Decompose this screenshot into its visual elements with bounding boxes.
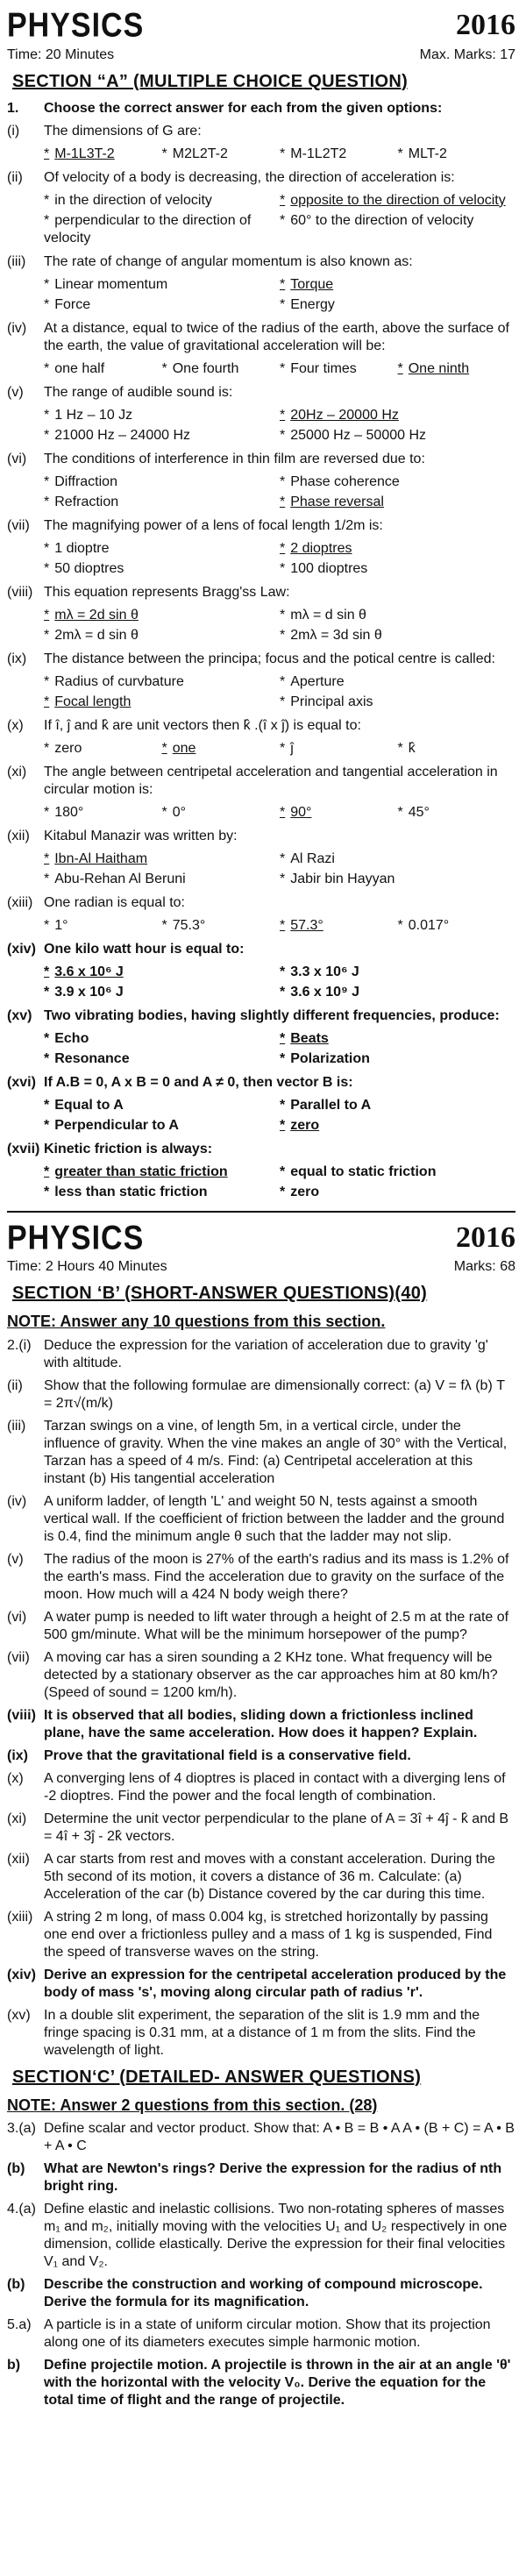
question-number: (vi)	[7, 1609, 27, 1625]
long-question	[7, 2201, 515, 2271]
option: * zero	[280, 1117, 515, 1135]
option-list	[44, 276, 515, 317]
mcq-question	[7, 123, 515, 140]
question-number: (xii)	[7, 828, 30, 843]
option: * Energy	[280, 296, 515, 314]
year-title-2: 2016	[456, 1220, 515, 1254]
option: * 3.9 x 10⁶ J	[44, 984, 280, 1001]
question-text: It is observed that all bodies, sliding down a frictionless inclined plane, have the same acceleration. How does it happen? Explain.	[44, 1707, 478, 1740]
question-number: (viii)	[7, 584, 33, 600]
question-text: Define scalar and vector product. Show that: A • B = B • A A • (B + C) = A • B + A • C	[44, 2121, 515, 2153]
option: * 75.3°	[162, 917, 281, 935]
mcq-question	[7, 941, 515, 958]
short-question	[7, 1649, 515, 1702]
question-text: The dimensions of G are:	[44, 123, 202, 139]
question-number: (xiv)	[7, 1967, 36, 1982]
option-list	[44, 1030, 515, 1071]
question-text: The conditions of interference in thin film are reversed due to:	[44, 451, 425, 466]
option: * 0°	[162, 804, 281, 822]
question-text: A water pump is needed to lift water through a height of 2.5 m at the rate of 500 gm/minute. What will be the minimum horsepower of the pump?	[44, 1609, 509, 1642]
option: * 100 dioptres	[280, 560, 515, 578]
question-text: A moving car has a siren sounding a 2 KHz tone. What frequency will be detected by a stationary observer as the car approaches him at 80 km/h? (Speed of sound = 1200 km/h).	[44, 1649, 498, 1700]
question-number: (vi)	[7, 451, 27, 466]
short-question	[7, 1493, 515, 1546]
option: * 45°	[398, 804, 516, 822]
mcq-list	[7, 123, 515, 1204]
option: * Equal to A	[44, 1097, 280, 1114]
question-text: A uniform ladder, of length 'L' and weight 50 N, tests against a smooth vertical wall. If the coefficient of friction between the ladder and the ground is 0.4, find the minimum angle θ such that the ladder may not slip.	[44, 1493, 505, 1544]
short-question-list	[7, 1337, 515, 2060]
question-text: What are Newton's rings? Derive the expression for the radius of nth bright ring.	[44, 2161, 502, 2194]
mcq-question	[7, 1141, 515, 1158]
short-question	[7, 1747, 515, 1765]
mcq-question	[7, 517, 515, 535]
question-text: If A.B = 0, A x B = 0 and A ≠ 0, then vector B is:	[44, 1074, 353, 1090]
option: * 3.6 x 10⁹ J	[280, 984, 515, 1001]
question-text: Derive an expression for the centripetal acceleration produced by the body of mass 's', moving along circular path of radius 'r'.	[44, 1967, 507, 2000]
option: * 21000 Hz – 24000 Hz	[44, 427, 280, 445]
mcq-question	[7, 584, 515, 601]
option: * Aperture	[280, 673, 515, 691]
time-label: Time: 20 Minutes	[7, 46, 115, 62]
question-number: (vii)	[7, 517, 30, 533]
option: * mλ = 2d sin θ	[44, 607, 280, 624]
question-text: If î, ĵ and k̂ are unit vectors then k̂ .(î x ĵ) is equal to:	[44, 717, 361, 733]
question-number: (ix)	[7, 1747, 28, 1763]
time-label-2: Time: 2 Hours 40 Minutes	[7, 1259, 167, 1274]
mcq-question	[7, 764, 515, 799]
option-list	[44, 473, 515, 514]
option: * 1 dioptre	[44, 540, 280, 558]
short-question	[7, 1377, 515, 1413]
section-b-note: NOTE: Answer any 10 questions from this section.	[7, 1313, 386, 1330]
short-question	[7, 1811, 515, 1846]
question-text: The distance between the principa; focus and the potical centre is called:	[44, 651, 495, 666]
option: * Resonance	[44, 1050, 280, 1068]
question-number: (xii)	[7, 1851, 30, 1867]
question-number: (xiii)	[7, 1909, 33, 1925]
short-question	[7, 1609, 515, 1644]
mcq-question	[7, 384, 515, 402]
question-text: A particle is in a state of uniform circular motion. Show that its projection along one of its diameters executes simple harmonic motion.	[44, 2317, 491, 2350]
option: * k̂	[398, 740, 516, 758]
mcq-header	[7, 7, 515, 45]
long-question	[7, 2276, 515, 2311]
option-list	[44, 740, 515, 760]
option: * Parallel to A	[280, 1097, 515, 1114]
question-text: A car starts from rest and moves with a constant acceleration. During the 5th second of its motion, it covers a distance of 36 m. Calculate: (a) Acceleration of the car (b) Distance covered by the car during this time.	[44, 1851, 495, 1902]
subject-title-2: PHYSICS	[7, 1218, 145, 1257]
mcq-question	[7, 651, 515, 668]
option-list	[44, 1097, 515, 1137]
option: * 2mλ = d sin θ	[44, 627, 280, 644]
question-number: (ix)	[7, 651, 27, 666]
question-number: (xv)	[7, 2007, 31, 2023]
mcq-question	[7, 1007, 515, 1025]
question-text: The range of audible sound is:	[44, 384, 233, 400]
option: * Echo	[44, 1030, 280, 1048]
question-number: (ii)	[7, 1377, 23, 1393]
option: * One fourth	[162, 360, 281, 378]
mcq-question	[7, 828, 515, 845]
short-question	[7, 1770, 515, 1805]
option-list	[44, 192, 515, 250]
mcq-question	[7, 451, 515, 468]
option: * 1°	[44, 917, 162, 935]
short-question	[7, 1909, 515, 1961]
question-number: b)	[7, 2358, 21, 2373]
option: * 2 dioptres	[280, 540, 515, 558]
option: * opposite to the direction of velocity	[280, 192, 515, 210]
option-list	[44, 804, 515, 824]
question-number: (iii)	[7, 253, 26, 269]
short-question	[7, 1967, 515, 2002]
option: * 3.6 x 10⁶ J	[44, 964, 280, 981]
question-text: This equation represents Bragg'ss Law:	[44, 584, 290, 600]
option: * M-1L3T-2	[44, 146, 162, 163]
question-number: (v)	[7, 384, 24, 400]
question-text: Two vibrating bodies, having slightly different frequencies, produce:	[44, 1007, 500, 1023]
question-number: (xvii)	[7, 1141, 40, 1156]
question-text: Tarzan swings on a vine, of length 5m, in a vertical circle, under the influence of gravity. When the vine makes an angle of 30° with the Vertical, Tarzan has a speed of 4 m/s. Find: (a) Centripetal acceleration at this instant (b) His tangential acceleration	[44, 1418, 508, 1486]
subject-title: PHYSICS	[7, 6, 145, 45]
option: * equal to static friction	[280, 1163, 515, 1181]
option: * Radius of curvbature	[44, 673, 280, 691]
question-number: (b)	[7, 2277, 25, 2292]
option: * M2L2T-2	[162, 146, 281, 163]
question-text: The magnifying power of a lens of focal length 1/2m is:	[44, 517, 383, 533]
question-number: (b)	[7, 2161, 25, 2176]
question-text: One radian is equal to:	[44, 894, 185, 910]
question-number: (iv)	[7, 320, 27, 336]
option: * 90°	[280, 804, 398, 822]
option: * zero	[280, 1184, 515, 1201]
short-question	[7, 1851, 515, 1904]
question-number: (i)	[7, 123, 20, 139]
question-number: (vii)	[7, 1649, 30, 1665]
question-text: A converging lens of 4 dioptres is placed in contact with a diverging lens of -2 dioptres. Find the power and the focal length of combination.	[44, 1770, 506, 1804]
option: * One ninth	[398, 360, 516, 378]
question-text: Kinetic friction is always:	[44, 1141, 213, 1156]
question-text: The rate of change of angular momentum is also known as:	[44, 253, 413, 269]
short-question	[7, 1707, 515, 1742]
section-a-title: SECTION “A” (MULTIPLE CHOICE QUESTION)	[12, 71, 409, 91]
option-list	[44, 146, 515, 166]
mcq-question	[7, 253, 515, 271]
option: * Focal length	[44, 694, 280, 711]
question-number: (xiii)	[7, 894, 33, 910]
option: * Beats	[280, 1030, 515, 1048]
option: * zero	[44, 740, 162, 758]
option-list	[44, 673, 515, 714]
option: * perpendicular to the direction of velocity	[44, 212, 280, 247]
question-number: (ii)	[7, 169, 23, 185]
question-number: (xiv)	[7, 941, 36, 957]
option: * Ibn-Al Haitham	[44, 850, 280, 868]
mcq-question	[7, 320, 515, 355]
option: * 20Hz – 20000 Hz	[280, 407, 515, 424]
option-list	[44, 540, 515, 580]
question-number: (iii)	[7, 1418, 26, 1434]
divider	[7, 1211, 515, 1213]
option: * Diffraction	[44, 473, 280, 491]
short-header	[7, 1220, 515, 1257]
question-number: 4.(a)	[7, 2202, 36, 2217]
option: * greater than static friction	[44, 1163, 280, 1181]
question-text: Kitabul Manazir was written by:	[44, 828, 238, 843]
mcq-question	[7, 1074, 515, 1092]
option-list	[44, 607, 515, 647]
question-text: Determine the unit vector perpendicular to the plane of A = 3î + 4ĵ - k̂ and B = 4î + 3ĵ - 2k̂ vectors.	[44, 1811, 509, 1844]
question-number: 5.a)	[7, 2317, 32, 2332]
option: * in the direction of velocity	[44, 192, 280, 210]
option: * Abu-Rehan Al Beruni	[44, 871, 280, 888]
option: * 25000 Hz – 50000 Hz	[280, 427, 515, 445]
question-text: Prove that the gravitational field is a conservative field.	[44, 1747, 411, 1763]
option: * Al Razi	[280, 850, 515, 868]
option: * M-1L2T2	[280, 146, 398, 163]
question-text: In a double slit experiment, the separation of the slit is 1.9 mm and the fringe spacing is 0.31 mm, at a distance of 1 m from the slits. Find the wavelength of light.	[44, 2007, 480, 2058]
question-text: A string 2 m long, of mass 0.004 kg, is stretched horizontally by passing one end over a frictionless pulley and a mass of 1 kg is suspended, Find the speed of transverse waves on the string.	[44, 1909, 493, 1960]
option: * Phase coherence	[280, 473, 515, 491]
option-list	[44, 360, 515, 381]
option-list	[44, 1163, 515, 1204]
long-question-list	[7, 2120, 515, 2409]
option: * Four times	[280, 360, 398, 378]
question-text: Show that the following formulae are dimensionally correct: (a) V = fλ (b) T = 2π√(m/k)	[44, 1377, 505, 1411]
question-text: Of velocity of a body is decreasing, the direction of acceleration is:	[44, 169, 455, 185]
option: * 1 Hz – 10 Jz	[44, 407, 280, 424]
mcq-question	[7, 894, 515, 912]
option: * ĵ	[280, 740, 398, 758]
option: * 3.3 x 10⁶ J	[280, 964, 515, 981]
short-question	[7, 1418, 515, 1488]
option: * 2mλ = 3d sin θ	[280, 627, 515, 644]
short-question	[7, 2007, 515, 2060]
long-question	[7, 2120, 515, 2155]
mcq-instruction: 1. Choose the correct answer for each from the given options:	[7, 100, 443, 116]
question-number: 2.(i)	[7, 1337, 32, 1353]
mcq-question	[7, 717, 515, 735]
short-question	[7, 1551, 515, 1604]
short-meta	[7, 1258, 515, 1276]
question-number: (xv)	[7, 1007, 32, 1023]
option-list	[44, 850, 515, 891]
section-b-title: SECTION ‘B’ (SHORT-ANSWER QUESTIONS)(40)	[12, 1284, 428, 1303]
section-c-title: SECTION‘C’ (DETAILED- ANSWER QUESTIONS)	[12, 2067, 422, 2087]
long-question	[7, 2316, 515, 2352]
option: * 0.017°	[398, 917, 516, 935]
question-number: 3.(a)	[7, 2121, 36, 2136]
mcq-meta	[7, 46, 515, 64]
marks-label-2: Marks: 68	[453, 1259, 515, 1274]
option: * mλ = d sin θ	[280, 607, 515, 624]
option: * 180°	[44, 804, 162, 822]
option-list	[44, 964, 515, 1004]
option: * one	[162, 740, 281, 758]
option: * Torque	[280, 276, 515, 294]
marks-label: Max. Marks: 17	[419, 46, 515, 62]
long-question	[7, 2357, 515, 2409]
question-text: Deduce the expression for the variation of acceleration due to gravity 'g' with altitude.	[44, 1337, 488, 1370]
option: * 50 dioptres	[44, 560, 280, 578]
short-question	[7, 1337, 515, 1372]
question-text: Define projectile motion. A projectile is thrown in the air at an angle 'θ' with the horizontal with the velocity V₀. Derive the equation for the total time of flight and the range of projectile.	[44, 2358, 511, 2408]
question-number: (iv)	[7, 1493, 27, 1509]
question-number: (xvi)	[7, 1074, 36, 1090]
question-number: (v)	[7, 1551, 24, 1567]
option: * 57.3°	[280, 917, 398, 935]
question-text: The radius of the moon is 27% of the earth's radius and its mass is 1.2% of the earth's mass. Find the acceleration due to gravity on the surface of the moon. How much will a 424 N body weigh there?	[44, 1551, 509, 1602]
option: * Jabir bin Hayyan	[280, 871, 515, 888]
option: * Polarization	[280, 1050, 515, 1068]
question-number: (xi)	[7, 1811, 27, 1826]
option: * 60° to the direction of velocity	[280, 212, 515, 247]
question-text: At a distance, equal to twice of the radius of the earth, above the surface of the earth, the value of gravitational acceleration will be:	[44, 320, 509, 353]
option-list	[44, 917, 515, 937]
question-text: One kilo watt hour is equal to:	[44, 941, 245, 957]
option: * MLT-2	[398, 146, 516, 163]
question-text: The angle between centripetal acceleration and tangential acceleration in circular motion is:	[44, 764, 498, 797]
option-list	[44, 407, 515, 447]
option: * Perpendicular to A	[44, 1117, 280, 1135]
question-number: (viii)	[7, 1707, 36, 1723]
year-title: 2016	[456, 9, 515, 41]
question-number: (x)	[7, 717, 24, 733]
section-c-note: NOTE: Answer 2 questions from this section. (28)	[7, 2096, 378, 2114]
question-number: (x)	[7, 1770, 24, 1786]
option: * less than static friction	[44, 1184, 280, 1201]
option: * Linear momentum	[44, 276, 280, 294]
mcq-question	[7, 169, 515, 187]
option: * one half	[44, 360, 162, 378]
option: * Principal axis	[280, 694, 515, 711]
option: * Refraction	[44, 494, 280, 511]
question-text: Define elastic and inelastic collisions. Two non-rotating spheres of masses m₁ and m₂, initially moving with the velocities U₁ and U₂ respectively in one dimension, collide elastically. Derive the expression for their final velocities V₁ and V₂.	[44, 2202, 508, 2269]
question-text: Describe the construction and working of compound microscope. Derive the formula for its magnification.	[44, 2277, 483, 2309]
question-number: (xi)	[7, 764, 27, 779]
option: * Phase reversal	[280, 494, 515, 511]
option: * Force	[44, 296, 280, 314]
long-question	[7, 2160, 515, 2195]
